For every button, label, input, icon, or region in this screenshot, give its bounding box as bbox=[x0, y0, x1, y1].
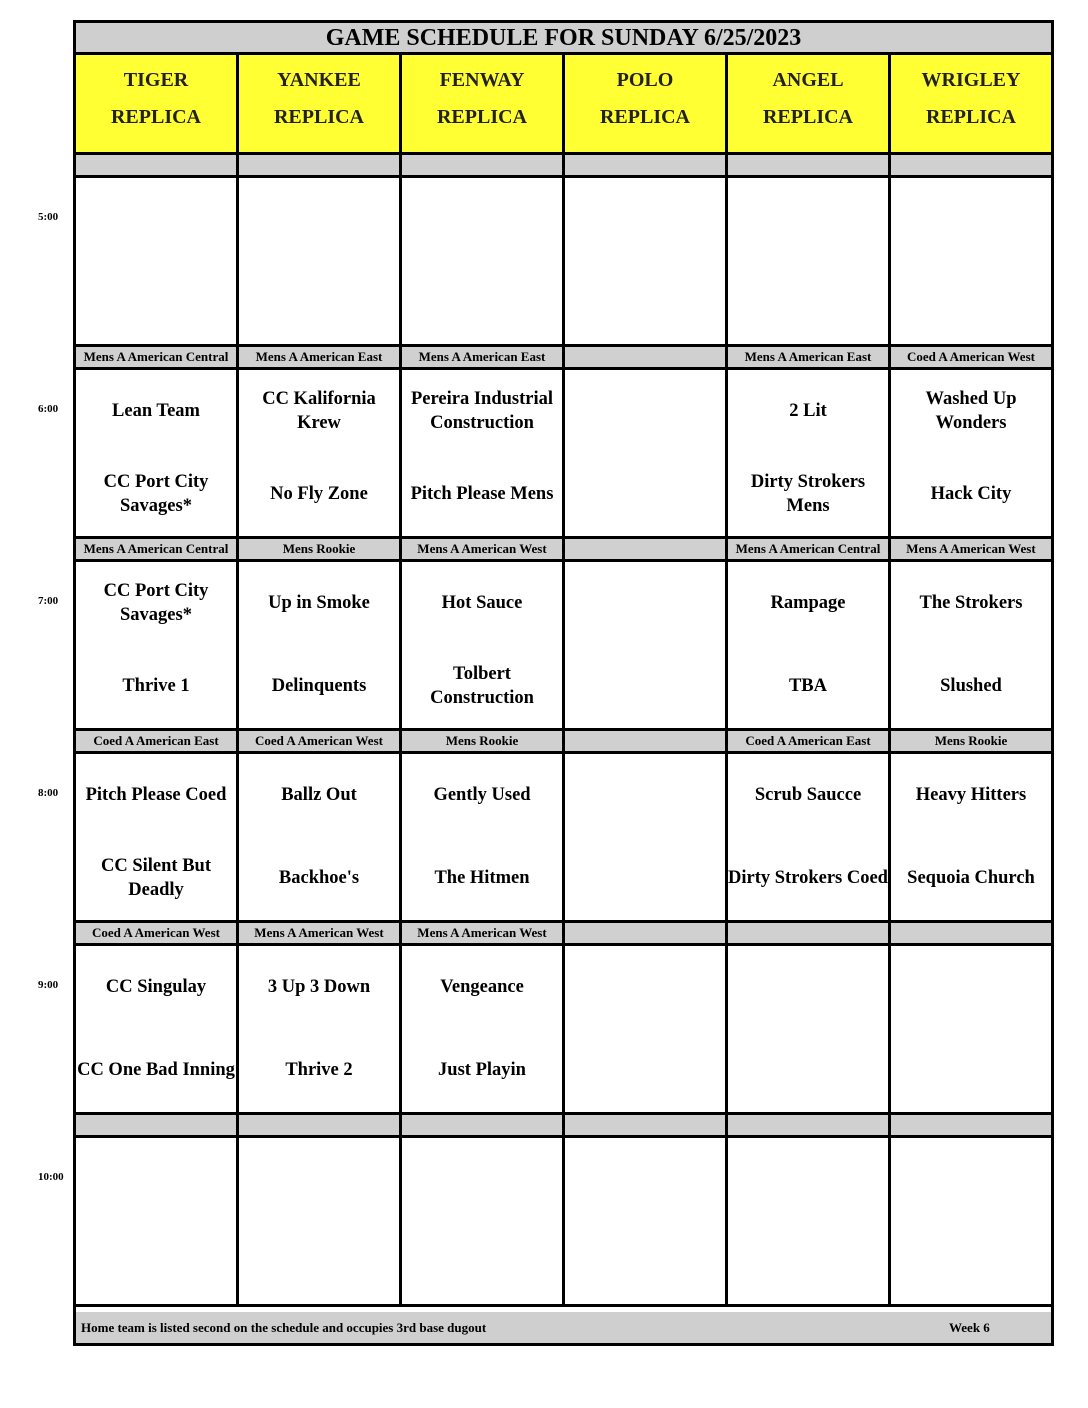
game-slot bbox=[891, 946, 1051, 1112]
division-label bbox=[728, 155, 888, 175]
home-team bbox=[565, 1032, 725, 1108]
home-team bbox=[728, 1224, 888, 1300]
away-team: 2 Lit bbox=[789, 401, 827, 421]
division-label bbox=[239, 155, 399, 175]
away-team: Heavy Hitters bbox=[915, 785, 1027, 805]
field-subtitle: REPLICA bbox=[925, 106, 1016, 128]
field-name: FENWAY bbox=[439, 69, 525, 91]
home-team bbox=[565, 840, 725, 916]
away-team bbox=[891, 1142, 1051, 1216]
game-slot bbox=[891, 562, 1051, 728]
division-label bbox=[565, 347, 725, 367]
field-header-polo bbox=[565, 55, 725, 155]
division-label bbox=[565, 1115, 725, 1135]
division-label: Coed A American West bbox=[891, 347, 1051, 367]
division-label: Mens A American East bbox=[728, 347, 888, 367]
home-team: The Hitmen bbox=[434, 868, 530, 888]
home-team bbox=[891, 1032, 1051, 1108]
home-team: CC Silent But Deadly bbox=[101, 856, 211, 900]
home-team bbox=[402, 1224, 562, 1300]
away-team bbox=[76, 1142, 236, 1216]
column-divider bbox=[236, 55, 239, 1307]
away-team: CC Kalifornia Krew bbox=[262, 389, 376, 433]
home-team: Hack City bbox=[930, 484, 1012, 504]
away-team: Vengeance bbox=[440, 977, 524, 997]
home-team: Slushed bbox=[940, 676, 1002, 696]
field-subtitle: REPLICA bbox=[110, 106, 201, 128]
field-name: TIGER bbox=[123, 69, 189, 91]
home-team: Dirty Strokers Mens bbox=[750, 472, 866, 516]
game-slot bbox=[239, 754, 399, 920]
game-slot bbox=[239, 370, 399, 536]
field-header-yankee bbox=[239, 55, 399, 155]
away-team bbox=[728, 182, 888, 256]
time-label: 8:00 bbox=[38, 787, 59, 799]
away-team: Rampage bbox=[770, 593, 846, 613]
division-label: Coed A American West bbox=[76, 923, 236, 943]
away-team bbox=[565, 950, 725, 1024]
home-team: Pitch Please Mens bbox=[410, 484, 554, 504]
division-label: Mens A American West bbox=[891, 539, 1051, 559]
home-team: Thrive 2 bbox=[285, 1060, 353, 1080]
home-team: TBA bbox=[788, 676, 828, 696]
away-team: CC Singulay bbox=[105, 977, 207, 997]
time-label: 6:00 bbox=[38, 403, 59, 415]
game-slot bbox=[565, 178, 725, 344]
division-label bbox=[565, 155, 725, 175]
home-team bbox=[565, 264, 725, 340]
division-label bbox=[565, 923, 725, 943]
game-slot bbox=[76, 754, 236, 920]
game-slot bbox=[239, 946, 399, 1112]
game-slot bbox=[76, 1138, 236, 1304]
away-team bbox=[239, 1142, 399, 1216]
home-team: CC One Bad Inning bbox=[77, 1060, 235, 1080]
game-slot bbox=[402, 370, 562, 536]
field-subtitle: REPLICA bbox=[599, 106, 690, 128]
division-label bbox=[891, 155, 1051, 175]
division-label: Mens A American Central bbox=[76, 539, 236, 559]
home-team: No Fly Zone bbox=[270, 484, 368, 504]
home-team bbox=[891, 1224, 1051, 1300]
away-team: Scrub Saucce bbox=[754, 785, 862, 805]
division-label bbox=[728, 923, 888, 943]
home-team: Backhoe's bbox=[278, 868, 360, 888]
game-slot bbox=[891, 754, 1051, 920]
game-slot bbox=[76, 562, 236, 728]
division-label: Coed A American West bbox=[239, 731, 399, 751]
away-team: Hot Sauce bbox=[441, 593, 523, 613]
away-team bbox=[728, 1142, 888, 1216]
time-label: 5:00 bbox=[38, 211, 59, 223]
field-name: WRIGLEY bbox=[921, 69, 1021, 91]
away-team bbox=[565, 566, 725, 640]
game-slot bbox=[728, 754, 888, 920]
division-label bbox=[565, 539, 725, 559]
field-header-tiger bbox=[76, 55, 236, 155]
away-team bbox=[565, 1142, 725, 1216]
home-team bbox=[728, 264, 888, 340]
away-team: Up in Smoke bbox=[268, 593, 370, 613]
division-label bbox=[76, 1115, 236, 1135]
home-team: Sequoia Church bbox=[907, 868, 1035, 888]
game-slot bbox=[565, 562, 725, 728]
field-subtitle: REPLICA bbox=[762, 106, 853, 128]
away-team: Washed Up Wonders bbox=[925, 389, 1017, 433]
game-slot bbox=[239, 178, 399, 344]
away-team bbox=[891, 182, 1051, 256]
game-slot bbox=[728, 178, 888, 344]
game-slot bbox=[891, 370, 1051, 536]
column-divider bbox=[888, 55, 891, 1307]
game-slot bbox=[239, 562, 399, 728]
field-header-fenway bbox=[402, 55, 562, 155]
division-label bbox=[891, 1115, 1051, 1135]
division-label: Mens A American West bbox=[402, 539, 562, 559]
division-label bbox=[76, 155, 236, 175]
field-name: ANGEL bbox=[772, 69, 844, 91]
away-team bbox=[728, 950, 888, 1024]
home-team bbox=[565, 456, 725, 532]
away-team bbox=[402, 1142, 562, 1216]
division-label: Coed A American East bbox=[728, 731, 888, 751]
field-name: YANKEE bbox=[277, 69, 361, 91]
away-team bbox=[76, 182, 236, 256]
division-label bbox=[402, 155, 562, 175]
field-name: POLO bbox=[616, 69, 674, 91]
away-team: 3 Up 3 Down bbox=[267, 977, 371, 997]
division-label bbox=[402, 1115, 562, 1135]
away-team bbox=[891, 950, 1051, 1024]
game-slot bbox=[565, 370, 725, 536]
division-label: Mens A American East bbox=[402, 347, 562, 367]
away-team: Ballz Out bbox=[281, 785, 357, 805]
game-slot bbox=[76, 178, 236, 344]
time-label: 9:00 bbox=[38, 979, 59, 991]
game-slot bbox=[891, 178, 1051, 344]
division-label: Mens A American West bbox=[402, 923, 562, 943]
away-team: Pitch Please Coed bbox=[85, 785, 227, 805]
week-label: Week 6 bbox=[949, 1320, 990, 1335]
division-label: Mens Rookie bbox=[891, 731, 1051, 751]
division-label: Mens Rookie bbox=[402, 731, 562, 751]
game-slot bbox=[402, 562, 562, 728]
field-subtitle: REPLICA bbox=[273, 106, 364, 128]
away-team bbox=[565, 182, 725, 256]
column-divider bbox=[399, 55, 402, 1307]
field-header-wrigley bbox=[891, 55, 1051, 155]
division-label bbox=[728, 1115, 888, 1135]
schedule-footer bbox=[76, 1312, 1051, 1343]
time-label: 10:00 bbox=[38, 1171, 64, 1183]
game-slot bbox=[402, 754, 562, 920]
schedule-title: GAME SCHEDULE FOR SUNDAY 6/25/2023 bbox=[76, 23, 1051, 55]
division-label bbox=[891, 923, 1051, 943]
away-team: CC Port City Savages* bbox=[103, 581, 209, 625]
home-team bbox=[728, 1032, 888, 1108]
home-team: Dirty Strokers Coed bbox=[728, 868, 888, 888]
schedule-table bbox=[73, 20, 1054, 1346]
home-team bbox=[565, 648, 725, 724]
away-team bbox=[565, 758, 725, 832]
column-divider bbox=[725, 55, 728, 1307]
home-team: Delinquents bbox=[271, 676, 367, 696]
division-label bbox=[565, 731, 725, 751]
away-team bbox=[402, 182, 562, 256]
game-slot bbox=[565, 754, 725, 920]
away-team: Lean Team bbox=[112, 401, 200, 421]
game-slot bbox=[728, 1138, 888, 1304]
away-team: The Strokers bbox=[919, 593, 1023, 613]
game-slot bbox=[728, 370, 888, 536]
away-team: Pereira Industrial Construction bbox=[411, 389, 553, 433]
home-team bbox=[565, 1224, 725, 1300]
division-label: Mens A American Central bbox=[728, 539, 888, 559]
game-slot bbox=[565, 1138, 725, 1304]
home-team bbox=[402, 264, 562, 340]
column-divider bbox=[562, 55, 565, 1307]
division-label: Mens A American West bbox=[239, 923, 399, 943]
division-label bbox=[239, 1115, 399, 1135]
home-team: CC Port City Savages* bbox=[103, 472, 209, 516]
home-team bbox=[239, 264, 399, 340]
home-team: Thrive 1 bbox=[122, 676, 190, 696]
home-team bbox=[239, 1224, 399, 1300]
home-team-note: Home team is listed second on the schedule and occupies 3rd base dugout bbox=[81, 1320, 487, 1335]
game-slot bbox=[565, 946, 725, 1112]
game-slot bbox=[891, 1138, 1051, 1304]
field-header-angel bbox=[728, 55, 888, 155]
game-slot bbox=[402, 1138, 562, 1304]
home-team bbox=[76, 264, 236, 340]
home-team: Tolbert Construction bbox=[430, 664, 534, 708]
away-team bbox=[565, 374, 725, 448]
game-slot bbox=[402, 946, 562, 1112]
home-team: Just Playin bbox=[438, 1060, 526, 1080]
time-label: 7:00 bbox=[38, 595, 59, 607]
division-label: Coed A American East bbox=[76, 731, 236, 751]
game-slot bbox=[402, 178, 562, 344]
home-team bbox=[76, 1224, 236, 1300]
game-slot bbox=[76, 946, 236, 1112]
game-slot bbox=[728, 562, 888, 728]
division-label: Mens A American Central bbox=[76, 347, 236, 367]
division-label: Mens Rookie bbox=[239, 539, 399, 559]
away-team bbox=[239, 182, 399, 256]
game-slot bbox=[239, 1138, 399, 1304]
game-slot bbox=[76, 370, 236, 536]
home-team bbox=[891, 264, 1051, 340]
game-slot bbox=[728, 946, 888, 1112]
division-label: Mens A American East bbox=[239, 347, 399, 367]
field-subtitle: REPLICA bbox=[436, 106, 527, 128]
away-team: Gently Used bbox=[433, 785, 531, 805]
